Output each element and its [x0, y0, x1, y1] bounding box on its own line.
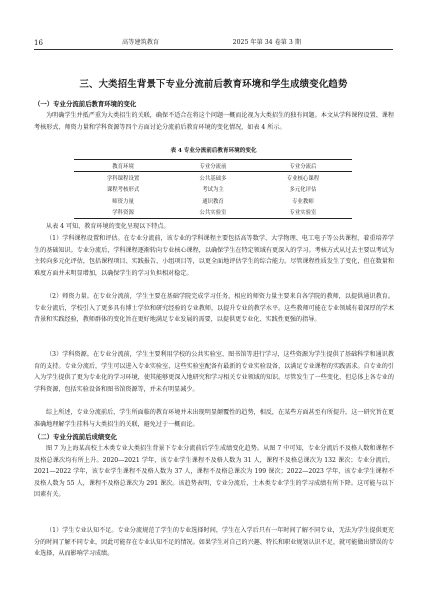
section-title: 三、大类招生背景下专业分流前后教育环境和学生成绩变化趋势 [79, 79, 348, 90]
page-number: 16 [34, 39, 43, 47]
table-cell: 学科资源 [112, 210, 134, 217]
issue-info: 2025 年第 34 卷第 3 期 [232, 39, 301, 46]
subsection-2-text: 图 7 为上海某高校土木类专业大类招生背景下专业分流前后学生成绩变化趋势。从图 7 中可知，专业分流后不及格人数和课程不及格总课次均有所上升。2020—2021 学年，该专业学生课程不及格人数为 31 人，课程不及格总课次为 132 课次；专业分流后，2021—2022 学年，该专业学生课程不及格人数为 37 人，课程不及格总课次为 199 课次；2022—2023 学年，该专业学生课程不及格人数为 55 人，课程不及格总课次为 291 课次。该趋势表明，专业分流后，土木类专业学生的学习成绩有所下降。这可能与以下因素有关。 [34, 445, 394, 499]
table-4 [74, 159, 352, 219]
table-header-cell: 教育环境 [112, 163, 134, 170]
paragraph-summary: 综上所述，专业分流前后，学生所面临的教育环境并未出现明显颠覆性的趋势，相反，在某些方面甚至有所提升。这一研究旨在更准确地理解学生挂科与大类招生的关联，避免过于一概而论。 [34, 409, 394, 428]
running-header [34, 37, 393, 50]
table-cell: 师资力量 [112, 198, 134, 205]
after-table-text: 从表 4 可知，教育环境的变化呈现以下特点。 [46, 223, 170, 230]
table-cell: 专业实验室 [289, 210, 317, 217]
subsection-2-title: （二）专业分流前后成绩变化 [34, 433, 118, 441]
table-header-cell: 专业分流后 [289, 163, 317, 170]
table-row [74, 207, 352, 219]
table-cell: 公共实验室 [199, 210, 227, 217]
paragraph-curriculum: （1）学科课程设置和评估。在专业分流前，该专业的学科课程主要包括高等数学、大学物理、电工电子等公共课程，着重培养学生的基础知识。专业分流后，学科课程逐渐转向专业核心课程，以确保学生在特定领域有更深入的学习。考核方式从过去主要以考试为主转向多元化评估，包括课程项目、实践报告、小组项目等，以更全面地评估学生的综合能力。尽管课程性质发生了变化，但在数量和难度方面并未明显增加，以确保学生的学习负担相对稳定。 [34, 235, 394, 277]
table-cell: 专业核心课程 [286, 176, 320, 183]
table-row [74, 184, 352, 195]
paragraph-resources: （3）学科资源。在专业分流前，学生主要利用学校的公共实验室、图书馆等进行学习，这些资源为学生提供了基础科学和通识教育的支持。专业分流后，学生可以进入专业实验室，这些实验室配备有最新的专业实验设备，以满足专业课程的实践需求。自专业的引入为学生提供了更为专业化的学习环境，使其能够更深入地研究和学习相关专业领域的知识。尽管发生了一些变化，但总体上各专业的学科资源，包括实验设备和图书馆资源等，并未有明显减少。 [34, 351, 394, 393]
table-cell: 专业教师 [292, 198, 314, 205]
table-row [74, 195, 352, 206]
paragraph-faculty: （2）师资力量。在专业分流前，学生主要在基础学院完成学习任务，相应的师资力量主要来自各学院的教师，以提供通识教育。专业分流后，学校引入了更多具有博士学位和研究经验的专业教师，以提升专业的教学水平。这些教师可能在专业领域有着深厚的学术背景和实践经验，教师群体的变化旨在更好地满足专业发展的需要，以提供更专业化、实践性更强的指导。 [34, 293, 394, 324]
table-4-caption: 表 4 专业分流前后教育环境的变化 [170, 148, 257, 154]
table-cell: 课程考核形式 [106, 187, 140, 194]
table-header-row [74, 160, 352, 172]
table-cell: 考试为主 [202, 187, 224, 194]
subsection-1-intro: 为明确学生并抵严重为大类招生的关联，确保不适合在将这个问题一概而论视为大类招生的独有问题。本文从学科课程设置、课程考核形式、师资力量和学科资源等四个方面讨论分流前后教育环境的变化情况，如表 4 所示。 [34, 112, 394, 131]
journal-name: 高等建筑教育 [122, 39, 160, 46]
table-row [74, 172, 352, 184]
paragraph-cognition: （1）学生专业认知不足。专业分流规范了学生的专业选择时间，学生在入学后只有一年时间了解不同专业，无法为学生提供更充分的时间了解不同专业，因此可能存在专业认知不足的情况。如果学生对自己的兴趣、特长和职业规划认识不足，就可能做出错误的专业选择，从而影响学习成绩。 [34, 527, 394, 558]
table-header-cell: 专业分流前 [199, 163, 227, 170]
table-cell: 学科课程设置 [106, 176, 140, 183]
table-cell: 公共基础多 [199, 176, 227, 183]
subsection-1-title: （一）专业分流前后教育环境的变化 [34, 100, 137, 108]
table-cell: 多元化评估 [289, 187, 317, 194]
table-cell: 通识教育 [202, 198, 224, 205]
